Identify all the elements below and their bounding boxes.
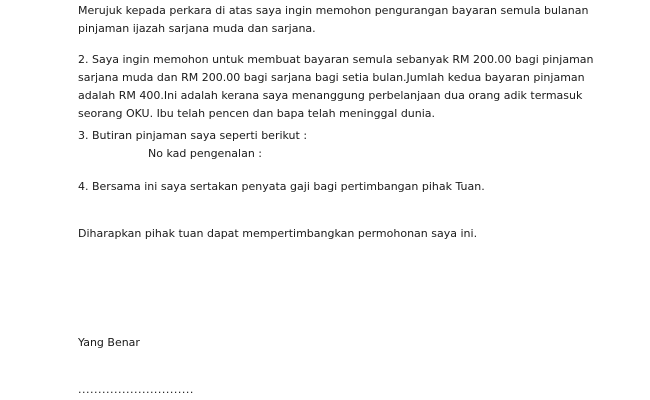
paragraph-4: [78, 178, 638, 196]
intro-line: pinjaman ijazah sarjana muda dan sarjana.: [78, 22, 316, 35]
closing-text: Diharapkan pihak tuan dapat mempertimbangkan permohonan saya ini.: [78, 227, 478, 240]
paragraph-2-line: sarjana muda dan RM 200.00 bagi sarjana bagi setia bulan.Jumlah kedua bayaran pinjaman: [78, 71, 585, 84]
paragraph-3: [78, 127, 638, 163]
intro-paragraph: [78, 2, 638, 38]
signature-dots: .............................: [78, 383, 194, 396]
paragraph-2: [78, 51, 638, 123]
paragraph-2-line: adalah RM 400.Ini adalah kerana saya menanggung perbelanjaan dua orang adik termasuk: [78, 89, 583, 102]
loan-details-heading: 3. Butiran pinjaman saya seperti berikut :: [78, 129, 308, 142]
paragraph-2-line: 2. Saya ingin memohon untuk membuat bayaran semula sebanyak RM 200.00 bagi pinjaman: [78, 53, 594, 66]
intro-line: Merujuk kepada perkara di atas saya ingin memohon pengurangan bayaran semula bulanan: [78, 4, 589, 17]
signoff: [78, 334, 638, 352]
paragraph-2-line: seorang OKU. Ibu telah pencen dan bapa telah meninggal dunia.: [78, 107, 436, 120]
paragraph-4-text: 4. Bersama ini saya sertakan penyata gaji bagi pertimbangan pihak Tuan.: [78, 180, 485, 193]
signoff-text: Yang Benar: [78, 336, 140, 349]
ic-number-field: No kad pengenalan :: [148, 147, 263, 160]
signature-line: [78, 381, 638, 399]
closing-paragraph: [78, 225, 638, 243]
